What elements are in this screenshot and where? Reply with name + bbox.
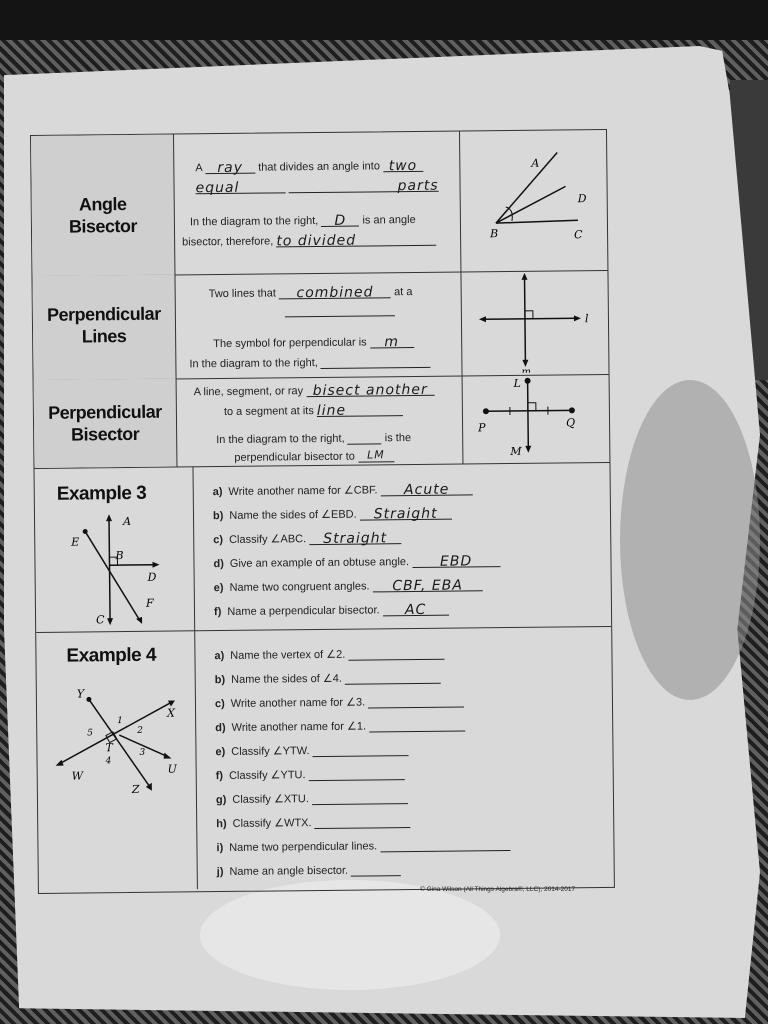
figure-cell [462, 374, 610, 464]
handwritten-answer: m [384, 334, 400, 351]
point-label: F [145, 596, 154, 610]
point-label: Q [565, 416, 576, 430]
perpendicular-lines-diagram [460, 270, 601, 373]
handwritten-answer: combined [296, 284, 374, 302]
angle-label: 3 [139, 747, 146, 758]
handwritten-answer: two [388, 157, 418, 175]
definition-line-3: In the diagram to the right, D is an angle [189, 212, 416, 229]
point-label: C [574, 228, 583, 242]
example-figure-cell [36, 630, 198, 891]
question-item: f) Name a perpendicular bisector. AC [214, 602, 449, 618]
definition-line-4: In the diagram to the right, [189, 354, 431, 371]
term-title: Angle Bisector [68, 193, 138, 237]
handwritten-answer: equal [195, 179, 240, 197]
term-title: Perpendicular Bisector [48, 401, 162, 445]
definition-line-3: In the diagram to the right, is the [216, 432, 412, 447]
point-label: Y [76, 687, 85, 701]
paper-shadow [620, 380, 760, 700]
handwritten-answer: parts [397, 177, 439, 195]
example-questions-cell [192, 462, 611, 630]
question-item: b) Name the sides of ∠4. [215, 670, 441, 686]
figure-cell [459, 130, 607, 272]
handwritten-answer: to divided [276, 232, 357, 250]
point-label: A [122, 514, 132, 529]
definition-line-4: perpendicular bisector to LM [234, 448, 394, 464]
definition-line-1: Two lines that combined at a [208, 284, 413, 302]
definition-cell [174, 271, 462, 378]
definition-line-2 [285, 302, 395, 317]
point-label: B [489, 227, 499, 241]
line-label: l [584, 312, 589, 326]
row-example-4 [36, 626, 614, 891]
definition-cell [173, 131, 461, 274]
point-label: X [166, 706, 175, 720]
definition-line-1: A ray that divides an angle into two [195, 158, 423, 174]
handwritten-answer: Straight [373, 505, 438, 523]
point-label: M [510, 444, 522, 458]
point-label: E [71, 535, 80, 549]
point-label: U [167, 762, 177, 776]
definition-cell [176, 375, 464, 466]
handwritten-answer: ray [217, 159, 244, 177]
question-item: a) Write another name for ∠CBF. Acute [213, 481, 473, 498]
row-perpendicular-bisector [34, 374, 610, 469]
point-label: Z [131, 782, 140, 796]
example-figure-cell [34, 466, 195, 632]
point-label: C [96, 613, 105, 627]
row-perpendicular-lines [32, 270, 608, 381]
angle-label: 1 [117, 716, 123, 727]
handwritten-answer: CBF, EBA [392, 577, 463, 595]
point-label: D [577, 192, 587, 206]
example-questions-cell [194, 626, 614, 889]
handwritten-answer: AC [404, 601, 427, 619]
question-item: e) Classify ∠YTW. [215, 742, 408, 758]
angle-label: 2 [137, 725, 144, 736]
row-example-3 [34, 462, 611, 633]
example-3-diagram [35, 508, 194, 630]
point-label: B [115, 549, 124, 563]
handwritten-answer: Straight [323, 530, 388, 547]
question-item: e) Name two congruent angles. CBF, EBA [214, 577, 483, 594]
question-item: f) Classify ∠YTU. [216, 766, 405, 782]
angle-label: 5 [87, 728, 94, 739]
question-item: h) Classify ∠WTX. [216, 814, 411, 830]
perpendicular-bisector-diagram [462, 374, 603, 461]
question-item: d) Give an example of an obtuse angle. EBD [213, 553, 500, 570]
question-item: d) Write another name for ∠1. [215, 717, 465, 734]
term-cell [32, 274, 176, 379]
question-item: c) Write another name for ∠3. [215, 693, 464, 710]
copyright-notice: © Gina Wilson (All Things Algebra®, LLC), 2014-2017 [420, 886, 576, 893]
example-title: Example 3 [56, 482, 147, 505]
definition-line-1: A line, segment, or ray bisect another [194, 382, 435, 399]
definition-line-2 [195, 178, 438, 195]
point-label: L [513, 376, 522, 390]
handwritten-answer: LM [367, 448, 385, 462]
handwritten-answer: D [334, 212, 347, 229]
point-label: D [147, 570, 157, 584]
term-title: Perpendicular Lines [46, 303, 161, 347]
handwritten-answer: Acute [403, 481, 450, 499]
handwritten-answer: EBD [439, 553, 473, 570]
definition-line-2: to a segment at its line [224, 402, 403, 418]
angle-bisector-diagram [459, 130, 600, 269]
line-label: m [521, 366, 532, 374]
term-cell [34, 378, 178, 467]
handwritten-answer: line [316, 402, 347, 420]
point-label: T [105, 741, 113, 755]
definition-line-4: bisector, therefore, to divided [182, 232, 436, 249]
question-item: i) Name two perpendicular lines. [216, 837, 510, 854]
point-label: A [531, 156, 540, 170]
question-item: c) Classify ∠ABC. Straight [213, 530, 401, 546]
example-title: Example 4 [66, 644, 157, 667]
question-item: g) Classify ∠XTU. [216, 790, 408, 806]
point-label: W [71, 769, 84, 783]
background-dark-block [0, 0, 768, 40]
point-label: P [478, 421, 486, 435]
question-item: b) Name the sides of ∠EBD. Straight [213, 506, 452, 522]
handwritten-answer: bisect another [312, 381, 428, 400]
worksheet-table [30, 129, 615, 894]
paper-shadow [200, 880, 500, 990]
figure-cell [460, 270, 608, 376]
row-angle-bisector [31, 130, 607, 277]
definition-line-3: The symbol for perpendicular is m [213, 334, 414, 350]
question-item: a) Name the vertex of ∠2. [214, 646, 444, 662]
term-cell [31, 134, 175, 275]
angle-label: 4 [105, 756, 112, 767]
question-item: j) Name an angle bisector. [217, 862, 402, 878]
example-4-diagram [37, 676, 196, 808]
